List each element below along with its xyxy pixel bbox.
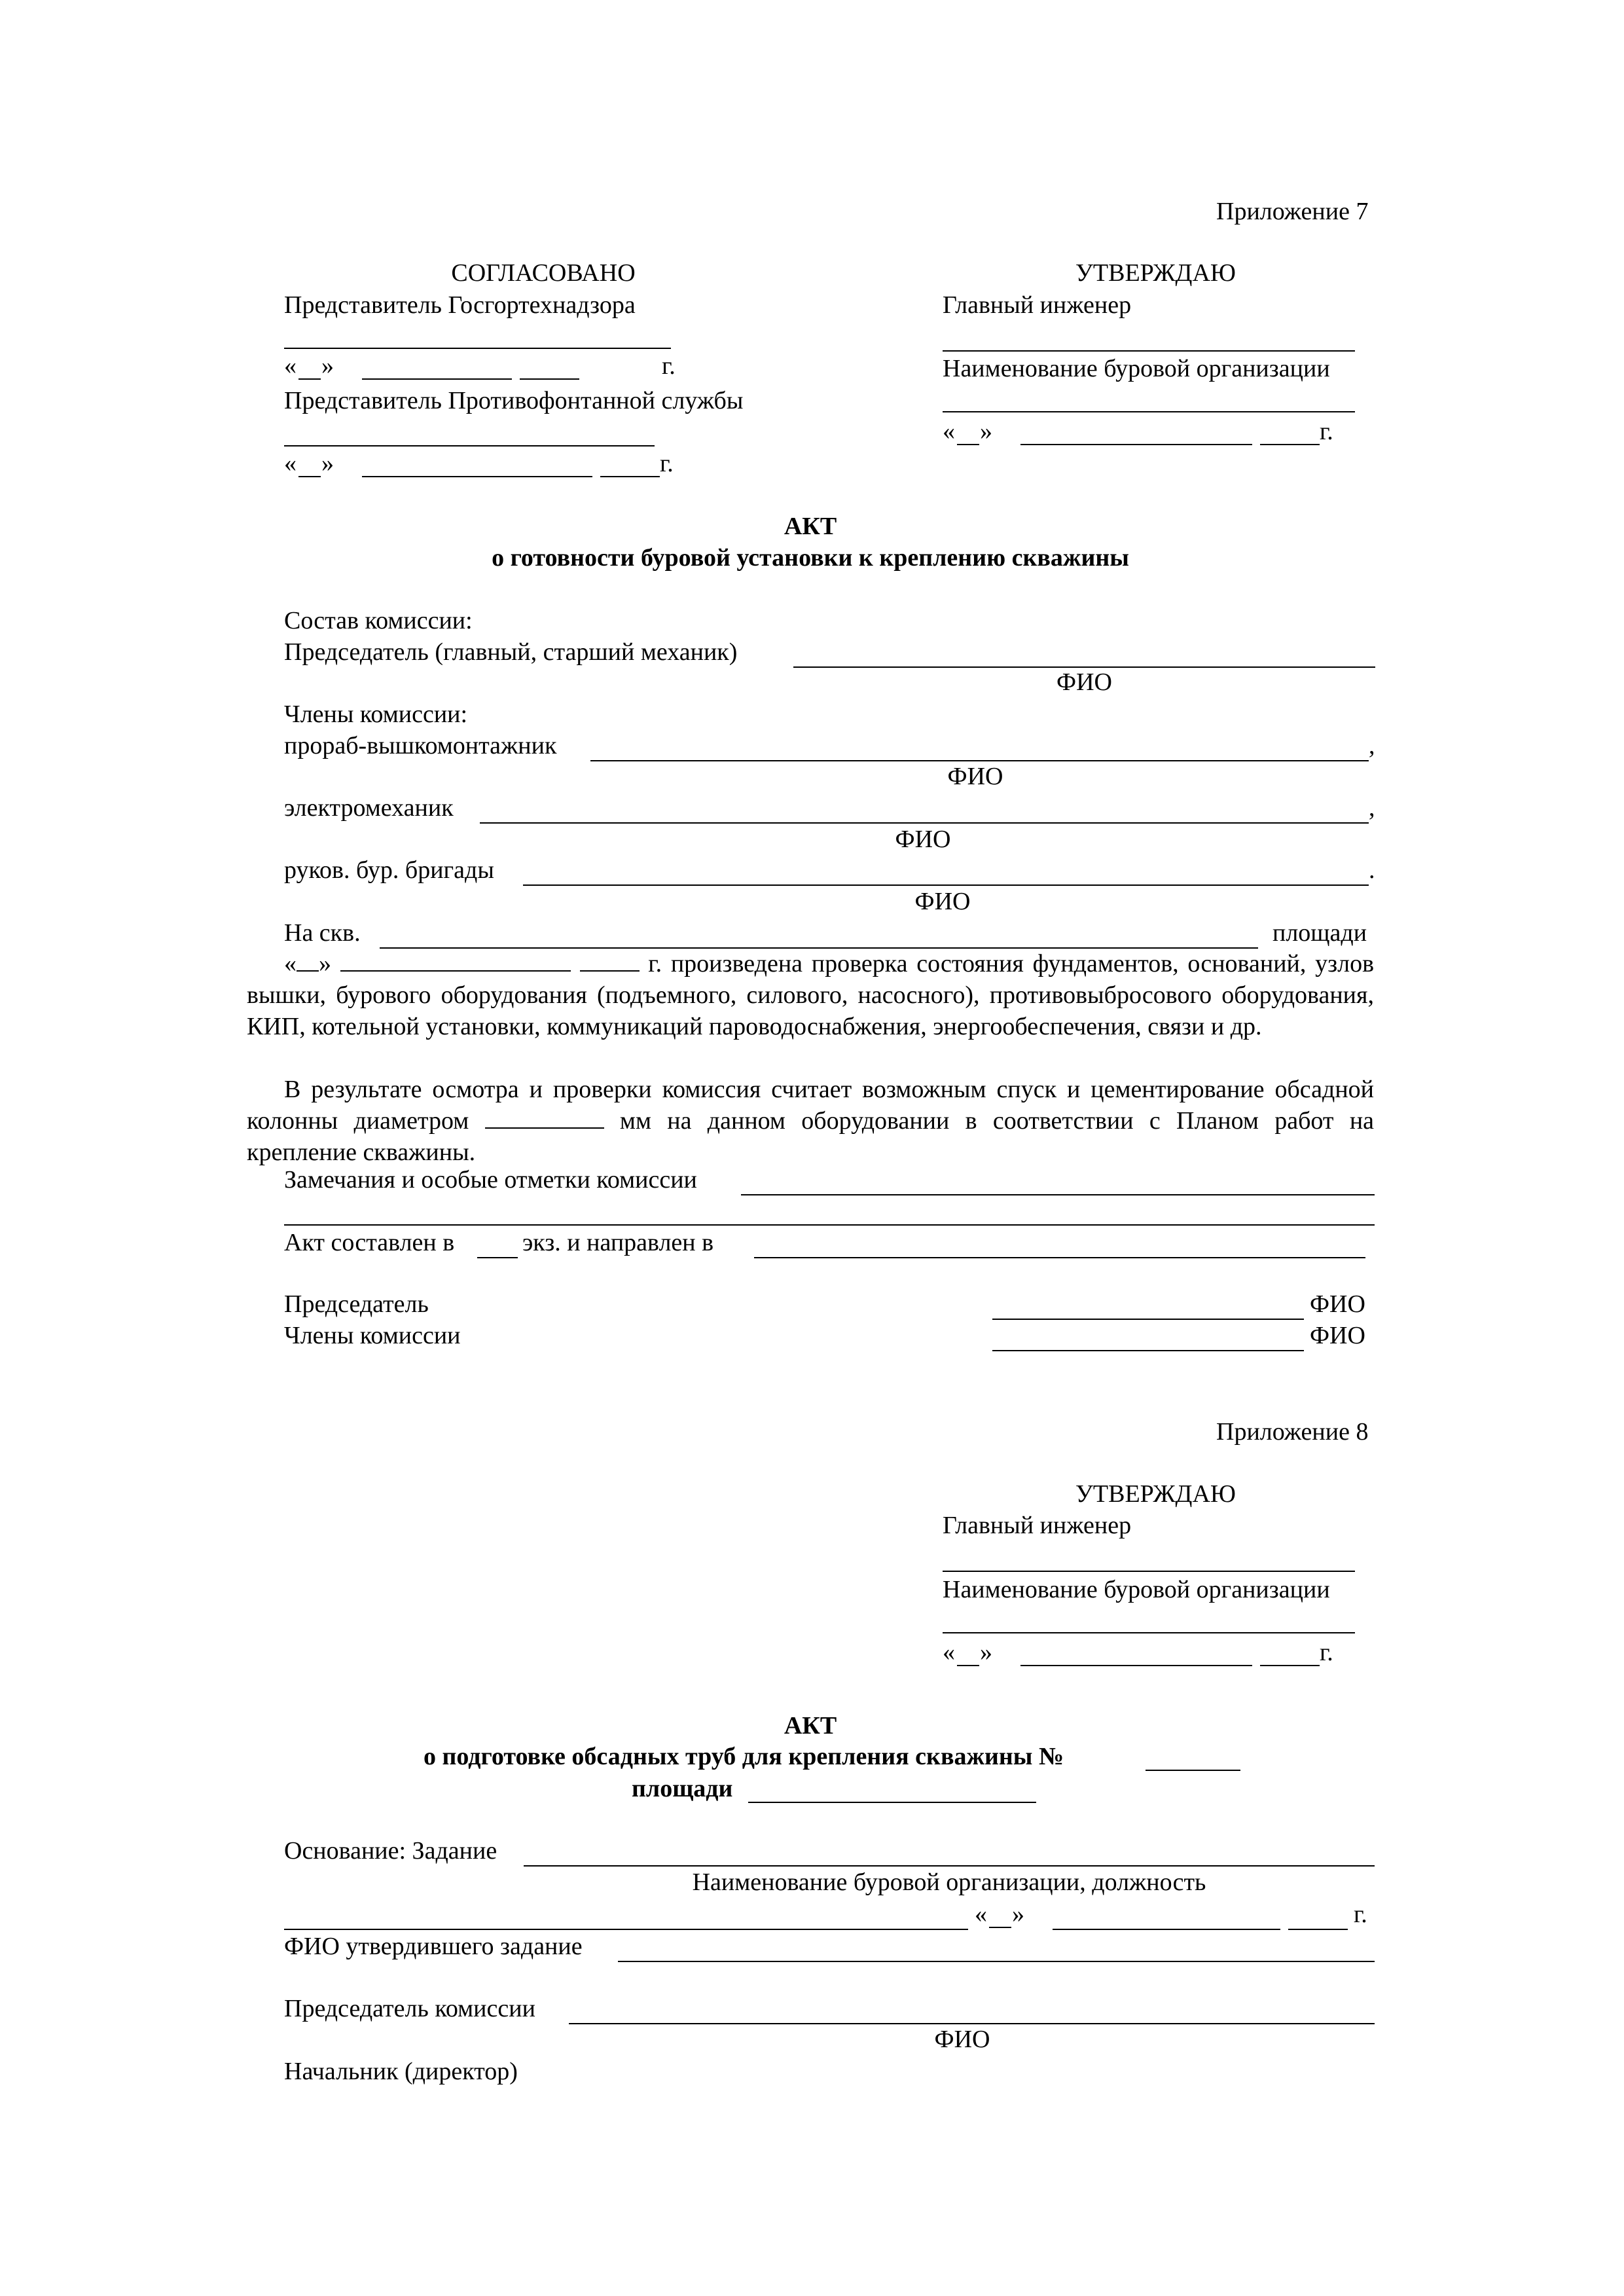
- appendix-7-label: Приложение 7: [1216, 198, 1369, 225]
- antifountain-rep-label: Представитель Противофонтанной службы: [284, 387, 744, 414]
- sign-chair-line: [992, 1319, 1304, 1320]
- p1-date-open: «: [284, 950, 297, 977]
- remarks-line-2: [284, 1224, 1375, 1226]
- app8-chair-name-line: [569, 2023, 1375, 2024]
- member-3-period: .: [1369, 856, 1375, 884]
- member-3-name-line: [523, 884, 1369, 886]
- basis-task-line: [524, 1865, 1375, 1867]
- chair-label: Председатель (главный, старший механик): [284, 638, 738, 666]
- approve-date-year-line: [1260, 444, 1320, 445]
- sign-members-line: [992, 1350, 1304, 1351]
- compiled-label-b: экз. и направлен в: [522, 1229, 714, 1256]
- basis-date-day-line: [989, 1927, 1011, 1928]
- basis-date-month-line: [1053, 1929, 1280, 1930]
- date-day-line-2: [298, 476, 321, 477]
- app8-approve-title: УТВЕРЖДАЮ: [1075, 1480, 1236, 1508]
- member-2-name-line: [480, 822, 1369, 824]
- p2-text-a: В результате осмотра и проверки комиссия считает возможным спуск и цементирование обсадной колонны диаметром: [247, 1076, 1374, 1135]
- member-2-comma: ,: [1369, 794, 1375, 822]
- remarks-line-1: [741, 1194, 1375, 1195]
- approve-date-year-label: г.: [1320, 418, 1333, 445]
- approve-date-month-line: [1020, 444, 1252, 445]
- app8-date-year-line: [1260, 1665, 1320, 1666]
- sign-chair-fio: ФИО: [1310, 1290, 1365, 1318]
- date-close-quote-2: »: [321, 450, 334, 477]
- commission-label: Состав комиссии:: [284, 607, 473, 634]
- app8-chief-engineer-label: Главный инженер: [943, 1512, 1132, 1539]
- date-open-quote-2: «: [284, 450, 297, 477]
- approve-date-open-quote: «: [943, 418, 955, 445]
- date-close-quote: »: [321, 352, 334, 380]
- app8-chair-label: Председатель комиссии: [284, 1995, 535, 2022]
- gosgortekhnadzor-rep-label: Представитель Госгортехнадзора: [284, 291, 636, 319]
- date-month-line-2: [362, 476, 592, 477]
- basis-label: Основание: Задание: [284, 1837, 497, 1865]
- app8-date-open-quote: «: [943, 1639, 955, 1666]
- app8-drilling-org-name-label: Наименование буровой организации: [943, 1576, 1330, 1603]
- appendix-8-label: Приложение 8: [1216, 1418, 1369, 1446]
- chief-engineer-label: Главный инженер: [943, 291, 1132, 319]
- compiled-label-a: Акт составлен в: [284, 1229, 455, 1256]
- date-year-line-2: [600, 476, 660, 477]
- app8-chief-engineer-signature-line: [943, 1571, 1355, 1572]
- member-1-name-line: [590, 760, 1369, 761]
- p1-text: г. произведена проверка состояния фундаментов, оснований, узлов вышки, бурового оборудования (подъемного, силового, насосного), противовыбросового оборудования, КИП, котельной установки, коммуникаций пароводоснабжения, энергообеспечения, связи и др.: [247, 950, 1375, 1040]
- members-label: Члены комиссии:: [284, 701, 468, 728]
- app8-act-title: АКТ: [784, 1712, 837, 1740]
- p1-date-year-line: [580, 951, 640, 972]
- app8-date-day-line: [957, 1665, 979, 1666]
- member-1-label: прораб-вышкомонтажник: [284, 732, 557, 759]
- sign-members-fio: ФИО: [1310, 1322, 1365, 1349]
- date-month-line: [362, 378, 512, 380]
- app8-area-label: площади: [632, 1775, 733, 1802]
- antifountain-signature-line: [284, 445, 655, 446]
- basis-date-open-quote: «: [975, 1901, 987, 1928]
- approve-date-day-line: [957, 444, 979, 445]
- basis-date-year-label: г.: [1354, 1901, 1367, 1928]
- date-open-quote: «: [284, 352, 297, 380]
- approve-title: УТВЕРЖДАЮ: [1075, 259, 1236, 287]
- app8-date-month-line: [1020, 1665, 1252, 1666]
- member-2-label: электромеханик: [284, 794, 454, 822]
- approve-date-close-quote: »: [980, 418, 992, 445]
- inspection-paragraph: [247, 948, 1374, 1042]
- app8-date-year-label: г.: [1320, 1639, 1333, 1666]
- date-year-label-2: г.: [660, 450, 674, 477]
- member-2-fio-caption: ФИО: [895, 826, 951, 853]
- drilling-org-line: [943, 411, 1355, 412]
- member-1-comma: ,: [1369, 732, 1375, 759]
- act-title: АКТ: [784, 513, 837, 540]
- approver-name-line: [618, 1961, 1375, 1962]
- sent-to-line: [754, 1257, 1365, 1258]
- approver-label: ФИО утвердившего задание: [284, 1933, 583, 1960]
- member-3-fio-caption: ФИО: [914, 888, 971, 915]
- p1-date-day-line: [297, 951, 319, 972]
- p1-date-month-line: [340, 951, 571, 972]
- basis-org-line: [284, 1929, 968, 1930]
- app8-well-number-line: [1146, 1770, 1240, 1771]
- act-subtitle: о готовности буровой установки к креплению скважины: [492, 544, 1129, 572]
- casing-diameter-line: [485, 1108, 604, 1129]
- chief-engineer-signature-line: [943, 350, 1355, 352]
- well-area-label: площади: [1272, 919, 1367, 947]
- copies-count-line: [477, 1257, 518, 1258]
- head-director-label: Начальник (директор): [284, 2058, 518, 2085]
- remarks-label: Замечания и особые отметки комиссии: [284, 1166, 697, 1194]
- chair-fio-caption: ФИО: [1056, 668, 1112, 696]
- basis-date-close-quote: »: [1012, 1901, 1024, 1928]
- app8-chair-fio-caption: ФИО: [934, 2026, 990, 2053]
- p2-text-b: мм на данном оборудовании в соответствии с Планом работ на крепление скважины.: [247, 1107, 1375, 1166]
- app8-area-line: [748, 1802, 1036, 1803]
- drilling-org-name-label: Наименование буровой организации: [943, 355, 1330, 382]
- date-day-line: [298, 378, 321, 380]
- conclusion-paragraph: [247, 1074, 1374, 1168]
- basis-date-year-line: [1288, 1929, 1348, 1930]
- sign-chair-label: Председатель: [284, 1290, 429, 1318]
- sign-members-label: Члены комиссии: [284, 1322, 461, 1349]
- app8-date-close-quote: »: [980, 1639, 992, 1666]
- member-1-fio-caption: ФИО: [947, 763, 1003, 790]
- p1-date-close: »: [319, 950, 331, 977]
- date-year-line: [520, 378, 579, 380]
- gosgortekhnadzor-signature-line: [284, 348, 671, 349]
- basis-caption: Наименование буровой организации, должность: [692, 1868, 1206, 1896]
- app8-drilling-org-line: [943, 1632, 1355, 1633]
- member-3-label: руков. бур. бригады: [284, 856, 494, 884]
- well-prefix: На скв.: [284, 919, 361, 947]
- agreed-title: СОГЛАСОВАНО: [451, 259, 636, 287]
- date-year-label: г.: [662, 352, 676, 380]
- app8-act-subtitle: о подготовке обсадных труб для крепления скважины №: [424, 1743, 1064, 1770]
